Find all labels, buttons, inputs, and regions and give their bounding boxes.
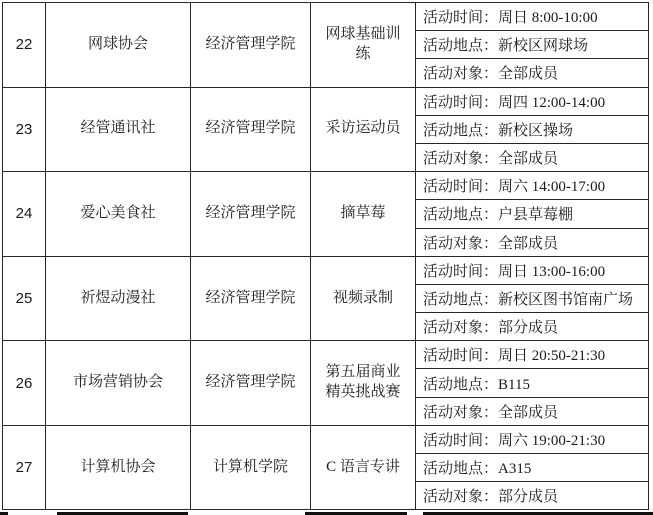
activity-place-cell: 活动地点：A315 xyxy=(416,454,649,482)
activity-target-cell: 活动对象：部分成员 xyxy=(416,313,649,341)
activity-place-cell: 活动地点：新校区操场 xyxy=(416,115,649,143)
club-name-cell: 祈煜动漫社 xyxy=(46,256,191,341)
activity-time-cell: 活动时间：周日 8:00-10:00 xyxy=(416,3,649,31)
activity-place-cell: 活动地点：新校区图书馆南广场 xyxy=(416,284,649,312)
activity-target-cell: 活动对象：全部成员 xyxy=(416,228,649,256)
activity-time-cell: 活动时间：周日 20:50-21:30 xyxy=(416,341,649,369)
college-name-cell: 经济管理学院 xyxy=(191,341,311,426)
activity-name-cell: 网球基础训练 xyxy=(311,3,416,88)
row-number-cell: 26 xyxy=(3,341,46,426)
activity-time-cell: 活动时间：周六 14:00-17:00 xyxy=(416,172,649,200)
club-table-body xyxy=(3,3,649,510)
club-name-cell: 计算机协会 xyxy=(46,425,191,510)
activity-place-cell: 活动地点：户县草莓棚 xyxy=(416,200,649,228)
activity-name-cell: 视频录制 xyxy=(311,256,416,341)
activity-place-cell: 活动地点：B115 xyxy=(416,369,649,397)
activity-name-cell: 摘草莓 xyxy=(311,172,416,257)
table-row xyxy=(3,341,649,369)
college-name-cell: 经济管理学院 xyxy=(191,256,311,341)
row-number-cell: 22 xyxy=(3,3,46,88)
activity-time-cell: 活动时间：周日 13:00-16:00 xyxy=(416,256,649,284)
activity-name-cell: 第五届商业精英挑战赛 xyxy=(311,341,416,426)
table-row xyxy=(3,425,649,453)
club-name-cell: 经管通讯社 xyxy=(46,87,191,172)
row-number-cell: 25 xyxy=(3,256,46,341)
activity-place-cell: 活动地点：新校区网球场 xyxy=(416,31,649,59)
row-number-cell: 23 xyxy=(3,87,46,172)
row-number-cell: 27 xyxy=(3,425,46,510)
activity-name-cell: C 语言专讲 xyxy=(311,425,416,510)
table-row xyxy=(3,3,649,31)
table-row xyxy=(3,172,649,200)
table-row xyxy=(3,256,649,284)
club-name-cell: 爱心美食社 xyxy=(46,172,191,257)
college-name-cell: 经济管理学院 xyxy=(191,87,311,172)
table-row xyxy=(3,87,649,115)
club-name-cell: 市场营销协会 xyxy=(46,341,191,426)
club-activity-table xyxy=(2,2,649,510)
activity-target-cell: 活动对象：部分成员 xyxy=(416,482,649,510)
college-name-cell: 经济管理学院 xyxy=(191,3,311,88)
activity-name-cell: 采访运动员 xyxy=(311,87,416,172)
club-name-cell: 网球协会 xyxy=(46,3,191,88)
activity-time-cell: 活动时间：周四 12:00-14:00 xyxy=(416,87,649,115)
row-number-cell: 24 xyxy=(3,172,46,257)
college-name-cell: 经济管理学院 xyxy=(191,172,311,257)
activity-time-cell: 活动时间：周六 19:00-21:30 xyxy=(416,425,649,453)
activity-target-cell: 活动对象：全部成员 xyxy=(416,143,649,171)
activity-target-cell: 活动对象：全部成员 xyxy=(416,397,649,425)
activity-target-cell: 活动对象：全部成员 xyxy=(416,59,649,87)
college-name-cell: 计算机学院 xyxy=(191,425,311,510)
